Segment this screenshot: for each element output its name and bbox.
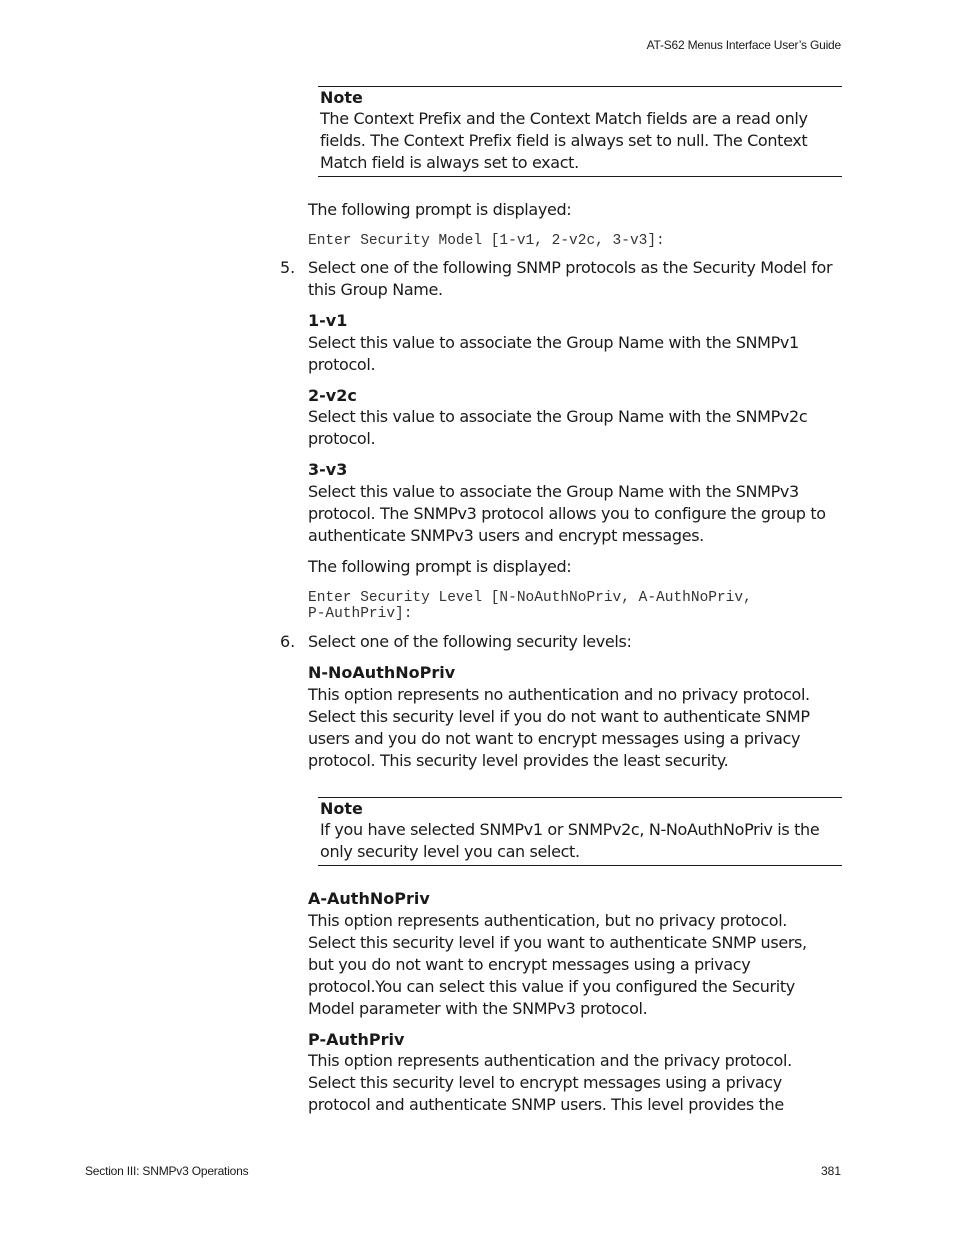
step-text: Select one of the following security levels: <box>308 632 632 651</box>
option-term: A-AuthNoPriv <box>308 889 430 908</box>
note-box <box>318 86 842 177</box>
option-desc: This option represents authentication, but no privacy protocol. Select this security level if you want to authenticate SNMP users, but you do not want to encrypt messages using a privacy protocol.You can select this value if you configured the Security Model parameter with the SNMPv3 protocol. <box>308 911 807 1018</box>
note-title: Note <box>320 799 363 818</box>
option-term: N-NoAuthNoPriv <box>308 663 456 682</box>
running-header: AT-S62 Menus Interface User’s Guide <box>646 38 841 52</box>
note-title: Note <box>320 88 363 107</box>
note-box <box>318 797 842 866</box>
step-text: Select one of the following SNMP protocols as the Security Model for this Group Name. <box>308 258 833 299</box>
option-desc: This option represents authentication and the privacy protocol. Select this security level to encrypt messages using a privacy protocol and authenticate SNMP users. This level provides the <box>308 1051 792 1114</box>
option-term: 1-v1 <box>308 311 348 330</box>
prompt-code: Enter Security Model [1-v1, 2-v2c, 3-v3]: <box>308 233 665 249</box>
option-desc: Select this value to associate the Group Name with the SNMPv2c protocol. <box>308 407 808 448</box>
prompt-intro: The following prompt is displayed: <box>308 200 572 219</box>
step-number: 5. <box>280 258 296 277</box>
option-term: P-AuthPriv <box>308 1030 405 1049</box>
note-text: If you have selected SNMPv1 or SNMPv2c, N-NoAuthNoPriv is the only security level you can select. <box>320 820 820 861</box>
option-term: 2-v2c <box>308 386 357 405</box>
footer-section: Section III: SNMPv3 Operations <box>85 1164 249 1178</box>
option-desc: Select this value to associate the Group Name with the SNMPv1 protocol. <box>308 333 799 374</box>
prompt-intro: The following prompt is displayed: <box>308 557 572 576</box>
note-text: The Context Prefix and the Context Match fields are a read only fields. The Context Prefix field is always set to null. The Context Match field is always set to exact. <box>320 109 808 172</box>
step-number: 6. <box>280 632 296 651</box>
page-number: 381 <box>820 1164 841 1178</box>
option-term: 3-v3 <box>308 460 348 479</box>
option-desc: This option represents no authentication and no privacy protocol. Select this security level if you do not want to authenticate SNMP users and you do not want to encrypt messages using a privacy protocol. This security level provides the least security. <box>308 685 810 770</box>
prompt-code: Enter Security Level [N-NoAuthNoPriv, A-AuthNoPriv, P-AuthPriv]: <box>308 590 752 622</box>
option-desc: Select this value to associate the Group Name with the SNMPv3 protocol. The SNMPv3 protocol allows you to configure the group to authenticate SNMPv3 users and encrypt messages. <box>308 482 826 545</box>
